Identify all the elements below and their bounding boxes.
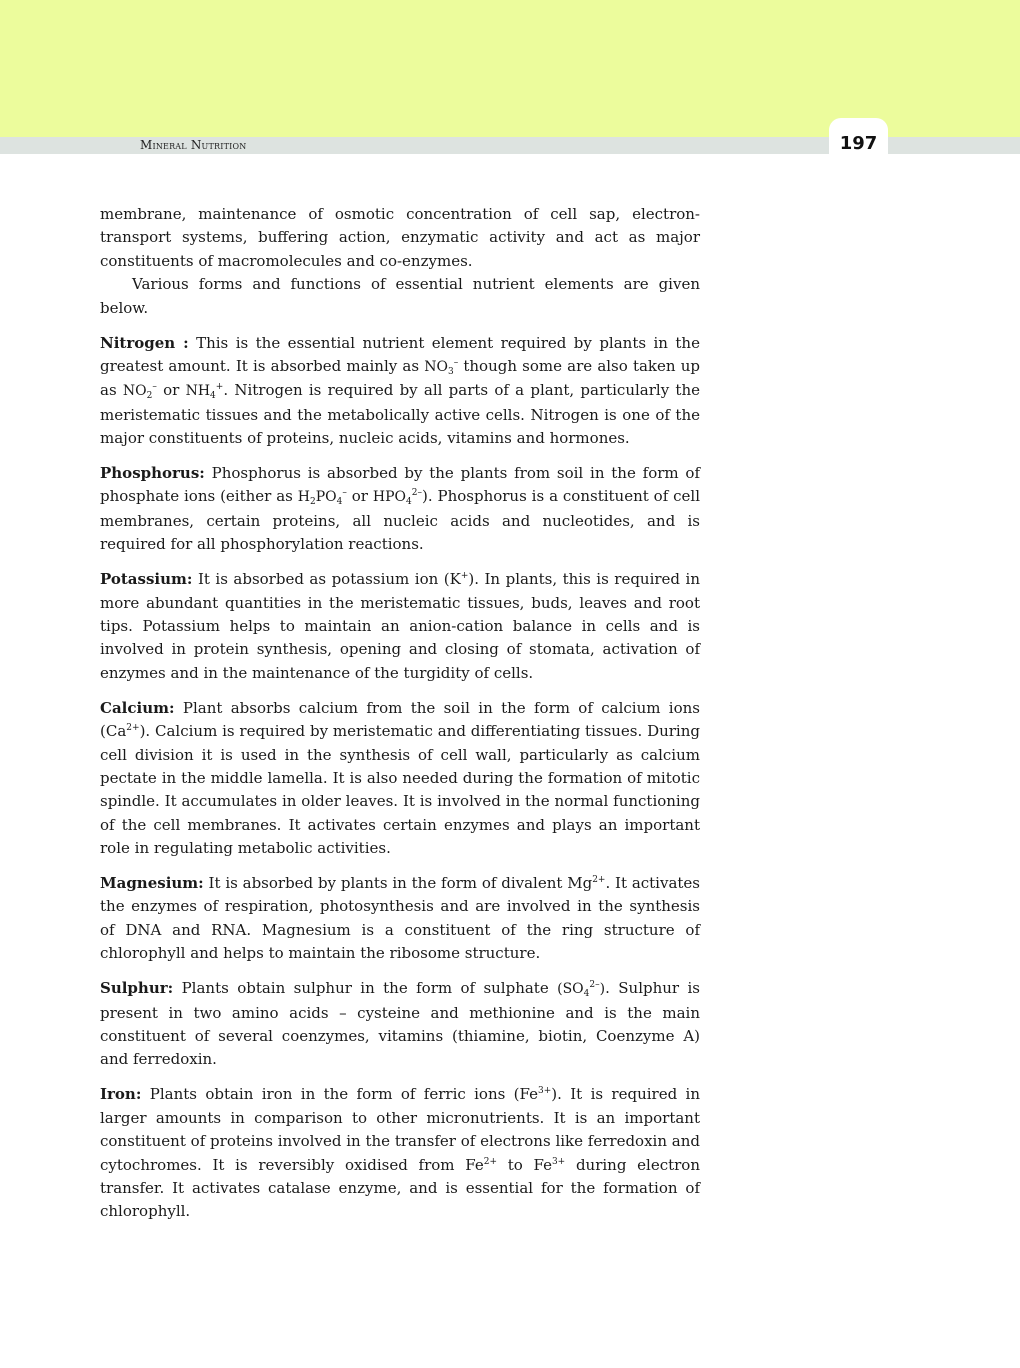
- iron-heading: Iron:: [100, 1085, 142, 1104]
- ammonium-ion: $NH_4^+$: [185, 382, 224, 402]
- sulphate-ion: $(SO_4^{2-})$: [557, 980, 606, 1000]
- dihydrogen-phosphate-ion: $H_2PO_4^-$: [297, 488, 347, 508]
- top-color-band: [0, 0, 1020, 137]
- nitrogen-paragraph: Nitrogen : This is the essential nutrient element required by plants in the greatest amount. It is absorbed mainly as $NO_3^-$ though some are also taken up as $NO_2^-$ or $NH_4^+$. Nitrogen is required by all parts of a plant, particularly the meristematic tissues and the metabolically active cells. Nitrogen is one of the major constituents of proteins, nucleic acids, vitamins and hormones.: [100, 333, 700, 448]
- magnesium-heading: Magnesium:: [100, 874, 204, 893]
- sulphur-paragraph: Sulphur: Plants obtain sulphur in the form of sulphate $(SO_4^{2-})$. Sulphur is present in two amino acids – cysteine and methionine and is the main constituent of several coenzymes, vitamins (thiamine, biotin, Coenzyme A) and ferredoxin.: [100, 979, 700, 1069]
- intro-continued-paragraph: membrane, maintenance of osmotic concentration of cell sap, electron-transport systems, buffering action, enzymatic activity and act as major constituents of macromolecules and co-enzymes.: [100, 205, 700, 270]
- phosphorus-paragraph: Phosphorus: Phosphorus is absorbed by the plants from soil in the form of phosphate ions (either as $H_2PO_4^-$ or $HPO_4^{2-}$). Phosphorus is a constituent of cell membranes, certain proteins, all nucleic acids and nucleotides, and is required for all phosphorylation reactions.: [100, 464, 701, 554]
- intro-forms-paragraph: Various forms and functions of essential nutrient elements are given below.: [100, 275, 700, 317]
- nitrite-ion: $NO_2^-$: [122, 382, 157, 402]
- nitrogen-heading: Nitrogen :: [100, 333, 189, 352]
- hydrogen-phosphate-ion: $HPO_4^{2-}$: [372, 488, 422, 508]
- potassium-paragraph: Potassium: It is absorbed as potassium ion (K+). In plants, this is required in more abundant quantities in the meristematic tissues, buds, leaves and root tips. Potassium helps to maintain an anion-cation balance in cells and is involved in protein synthesis, opening and closing of stomata, activation of enzymes and in the maintenance of the turgidity of cells.: [100, 570, 700, 682]
- iron-paragraph: Iron: Plants obtain iron in the form of ferric ions $(Fe^{3+})$. It is required in larger amounts in comparison to other micronutrients. It is an important constituent of proteins involved in the transfer of electrons like ferredoxin and cytochromes. It is reversibly oxidised from $Fe^{2+}$ to $Fe^{3+}$ during electron transfer. It activates catalase enzyme, and is essential for the formation of chlorophyll.: [100, 1085, 701, 1221]
- sulphur-heading: Sulphur:: [100, 979, 174, 998]
- running-title: Mineral Nutrition: [140, 138, 247, 152]
- potassium-heading: Potassium:: [100, 570, 193, 589]
- magnesium-paragraph: Magnesium: It is absorbed by plants in the form of divalent $Mg^{2+}$. It activates the enzymes of respiration, photosynthesis and are involved in the synthesis of DNA and RNA. Magnesium is a constituent of the ring structure of chlorophyll and helps to maintain the ribosome structure.: [100, 874, 701, 963]
- page-body: [100, 203, 700, 1224]
- calcium-heading: Calcium:: [100, 698, 175, 717]
- page-number: 197: [839, 133, 878, 154]
- nitrate-ion: $NO_3^-$: [424, 357, 459, 377]
- calcium-paragraph: Calcium: Plant absorbs calcium from the soil in the form of calcium ions $(Ca^{2+})$. Calcium is required by meristematic and differentiating tissues. During cell division it is used in the synthesis of cell wall, particularly as calcium pectate in the middle lamella. It is also needed during the formation of mitotic spindle. It accumulates in older leaves. It is involved in the normal functioning of the cell membranes. It activates certain enzymes and plays an important role in regulating metabolic activities.: [100, 698, 700, 858]
- phosphorus-heading: Phosphorus:: [100, 464, 205, 483]
